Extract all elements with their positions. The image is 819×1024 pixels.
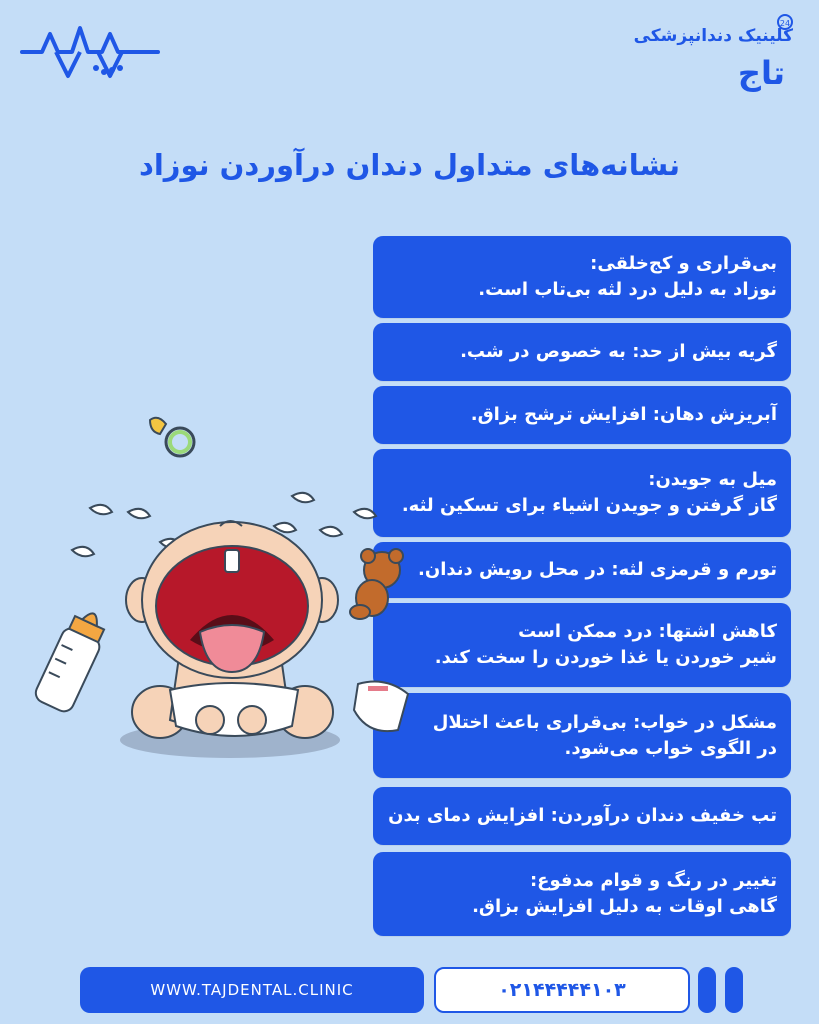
- page-title: نشانه‌های متداول دندان درآوردن نوزاد: [138, 148, 681, 182]
- symptom-title: کاهش اشتها: درد ممکن است: [518, 621, 777, 642]
- symptom-card: [373, 386, 791, 444]
- symptom-title: تب خفیف دندان درآوردن: افزایش دمای بدن: [388, 805, 777, 826]
- symptom-title: مشکل در خواب: بی‌قراری باعث اختلال: [432, 711, 777, 733]
- clinic-logo-icon: [20, 20, 160, 80]
- symptom-card: [373, 852, 791, 936]
- symptom-title: تغییر در رنگ و قوام مدفوع:: [529, 870, 777, 891]
- diaper-icon: [354, 682, 408, 732]
- crying-baby-illustration: [20, 400, 420, 770]
- symptom-card: [373, 323, 791, 381]
- symptom-title: گریه بیش از حد: به خصوص در شب.: [460, 341, 777, 362]
- decorative-pill-icon: [698, 967, 716, 1013]
- baby-bottle-icon: [33, 605, 112, 714]
- symptom-detail: نوزاد به دلیل درد لثه بی‌تاب است.: [478, 279, 777, 300]
- symptom-title: آبریزش دهان: افزایش ترشح بزاق.: [470, 404, 777, 425]
- symptom-title: میل به جویدن:: [648, 469, 777, 490]
- symptom-card: [373, 236, 791, 318]
- 24-hour-badge-icon: 24: [777, 14, 793, 30]
- symptom-card: [373, 603, 791, 687]
- decorative-pill-icon: [725, 967, 743, 1013]
- symptom-detail: گاز گرفتن و جویدن اشیاء برای تسکین لثه.: [401, 495, 777, 516]
- symptom-card: [373, 449, 791, 537]
- teddy-bear-icon: [350, 549, 403, 619]
- brand-subtitle: کلینیک دندانپزشکی: [633, 26, 793, 46]
- symptom-detail: شیر خوردن یا غذا خوردن را سخت کند.: [434, 647, 777, 668]
- brand-name: تاج: [737, 54, 785, 92]
- symptom-card: [373, 542, 791, 598]
- symptom-detail: گاهی اوقات به دلیل افزایش بزاق.: [472, 896, 777, 917]
- pacifier-icon: [150, 418, 194, 456]
- symptom-card: [373, 693, 791, 778]
- brand-block: [593, 14, 793, 94]
- symptom-title: تورم و قرمزی لثه: در محل رویش دندان.: [418, 559, 777, 580]
- symptom-detail: در الگوی خواب می‌شود.: [564, 737, 777, 759]
- website-link[interactable]: WWW.TAJDENTAL.CLINIC: [80, 967, 424, 1013]
- phone-number[interactable]: ۰۲۱۴۴۴۴۴۱۰۳: [434, 967, 690, 1013]
- symptom-title: بی‌قراری و کج‌خلقی:: [590, 253, 777, 274]
- symptom-card: [373, 787, 791, 845]
